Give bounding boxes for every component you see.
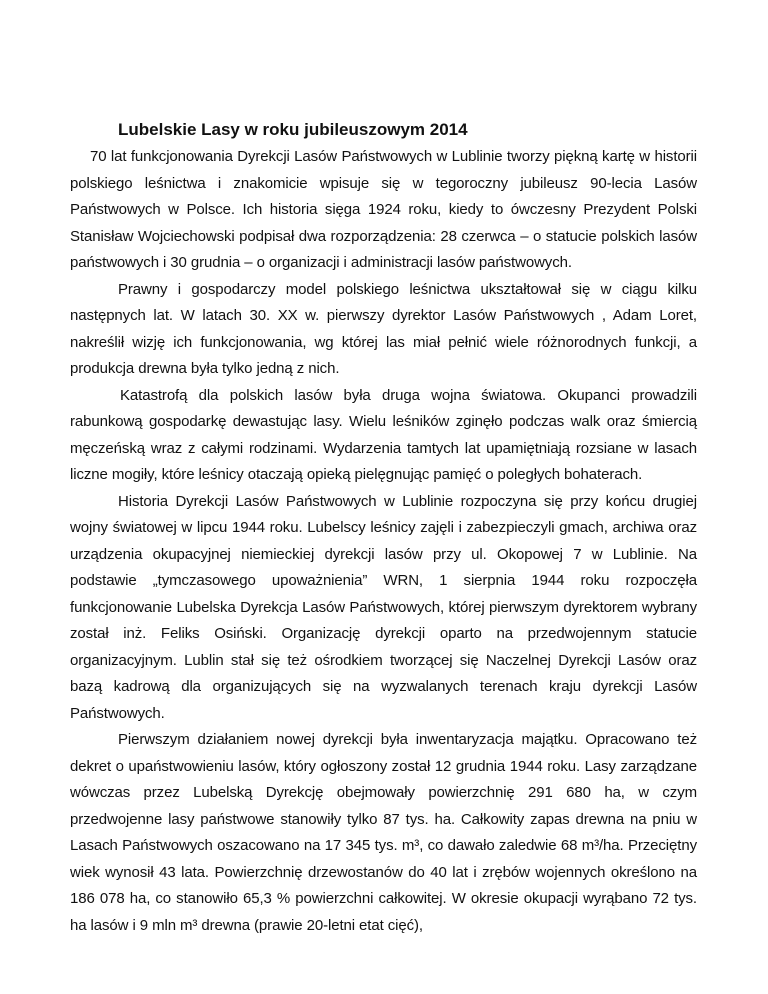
- paragraph-war: Katastrofą dla polskich lasów była druga wojna światowa. Okupanci prowadzili rabunkową gospodarkę dewastując lasy. Wielu leśników zginęło podczas walk oraz śmiercią męczeńską wraz z całymi rodzinami. Wydarzenia tamtych lat upamiętniają rozsiane w lasach liczne mogiły, które leśnicy otaczają opieką pielęgnując pamięć o poległych bohaterach.: [70, 386, 697, 483]
- paragraph-legal-model: Prawny i gospodarczy model polskiego leśnictwa ukształtował się w ciągu kilku następnych lat. W latach 30. XX w. pierwszy dyrektor Lasów Państwowych , Adam Loret, nakreślił wizję ich funkcjonowania, wg której las miał pełnić wiele różnorodnych funkcji, a produkcja drewna była tylko jedną z nich.: [70, 280, 697, 377]
- document-page: [70, 119, 697, 939]
- document-title: Lubelskie Lasy w roku jubileuszowym 2014: [118, 120, 468, 139]
- paragraph-lublin-history: Historia Dyrekcji Lasów Państwowych w Lublinie rozpoczyna się przy końcu drugiej wojny światowej w lipcu 1944 roku. Lubelscy leśnicy zajęli i zabezpieczyli gmach, archiwa oraz urządzenia okupacyjnej niemieckiej dyrekcji lasów przy ul. Okopowej 7 w Lublinie. Na podstawie „tymczasowego upoważnienia” WRN, 1 sierpnia 1944 roku rozpoczęła funkcjonowanie Lubelska Dyrekcja Lasów Państwowych, której pierwszym dyrektorem wybrany został inż. Feliks Osiński. Organizację dyrekcji oparto na przedwojennym statucie organizacyjnym. Lublin stał się też ośrodkiem tworzącej się Naczelnej Dyrekcji Lasów oraz bazą kadrową dla organizujących się na wyzwalanych terenach kraju dyrekcji Lasów Państwowych.: [70, 492, 697, 722]
- paragraph-intro: 70 lat funkcjonowania Dyrekcji Lasów Państwowych w Lublinie tworzy piękną kartę w historii polskiego leśnictwa i znakomicie wpisuje się w tegoroczny jubileusz 90-lecia Lasów Państwowych w Polsce. Ich historia sięga 1924 roku, kiedy to ówczesny Prezydent Polski Stanisław Wojciechowski podpisał dwa rozporządzenia: 28 czerwca – o statucie polskich lasów państwowych i 30 grudnia – o organizacji i administracji lasów państwowych.: [70, 148, 697, 271]
- paragraph-inventory: Pierwszym działaniem nowej dyrekcji była inwentaryzacja majątku. Opracowano też dekret o upaństwowieniu lasów, który ogłoszony został 12 grudnia 1944 roku. Lasy zarządzane wówczas przez Lubelską Dyrekcję obejmowały powierzchnię 291 680 ha, w czym przedwojenne lasy państwowe stanowiły tylko 87 tys. ha. Całkowity zapas drewna na pniu w Lasach Państwowych oszacowano na 17 345 tys. m³, co dawało zaledwie 68 m³/ha. Przeciętny wiek wynosił 43 lata. Powierzchnię drzewostanów do 40 lat i zrębów wojennych określono na 186 078 ha, co stanowiło 65,3 % powierzchni całkowitej. W okresie okupacji wyrąbano 72 tys. ha lasów i 9 mln m³ drewna (prawie 20-letni etat cięć),: [70, 731, 697, 934]
